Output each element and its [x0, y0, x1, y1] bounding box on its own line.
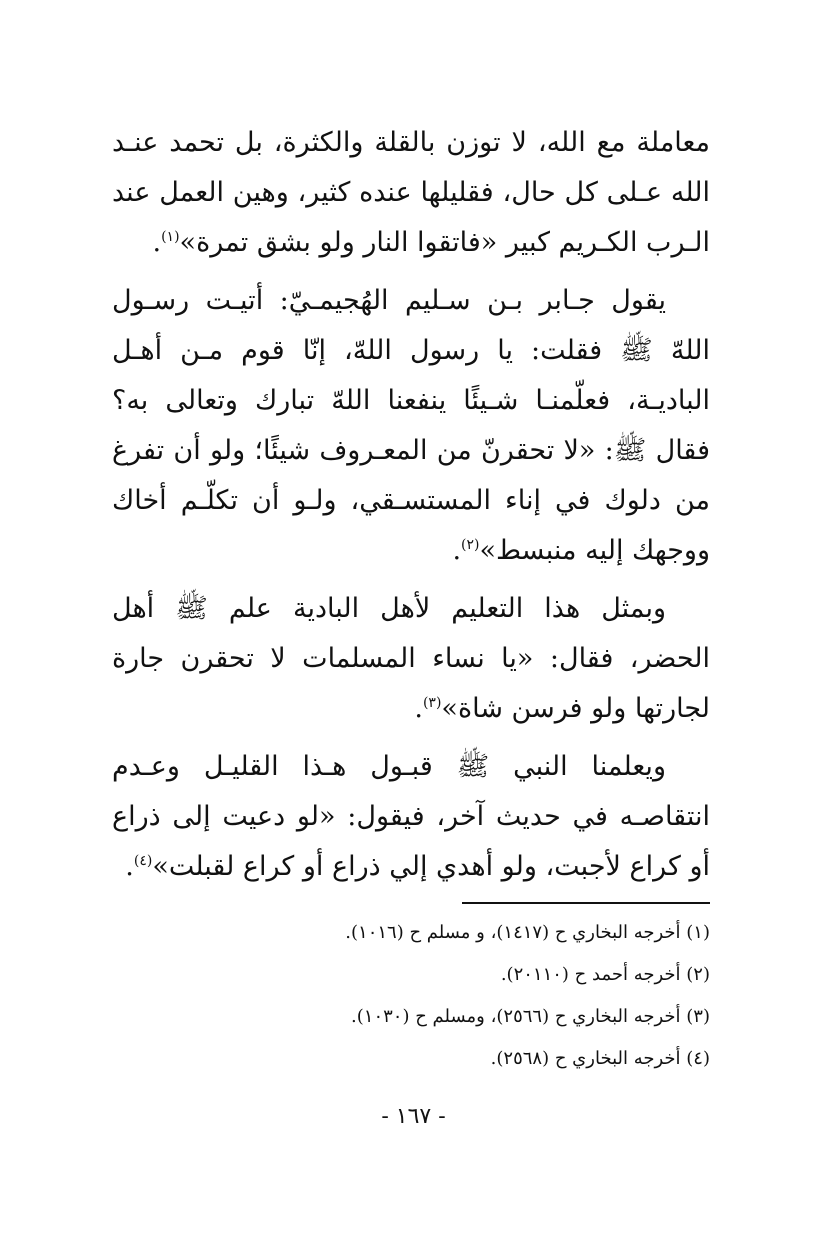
paragraph-4-text: ويعلمنا النبي ﷺ قبـول هـذا القليـل وعـدم انتقاصـه في حديث آخر، فيقول: «لو دعيت إلى ذراع أو كراع لأجبت، ولو أهدي إلي ذراع أو كراع لقبلت»	[112, 751, 710, 882]
paragraph-4	[112, 742, 710, 892]
paragraph-3	[112, 584, 710, 734]
footnotes	[112, 912, 710, 1080]
footnote-ref-1: (١)	[161, 229, 180, 245]
paragraph-2-text: يقول جـابر بـن سـليم الهُجيمـيّ: أتيـت رسـول اللهّ ﷺ فقلت: يا رسول اللهّ، إنّا قوم مـن أهـل الباديـة، فعلّمنـا شـيئًا ينفعنا اللهّ تبارك وتعالى به؟ فقال ﷺ: «لا تحقرنّ من المعـروف شيئًا؛ ولو أن تفرغ من دلوك في إناء المستسـقي، ولـو أن تكلّـم أخاك ووجهك إليه منبسط»	[112, 285, 710, 566]
page-number: - ١٦٧ -	[381, 1104, 446, 1129]
paragraph-3-end: .	[414, 693, 423, 724]
paragraph-2	[112, 276, 710, 576]
footnote-ref-4: (٤)	[133, 853, 153, 869]
paragraph-1	[112, 118, 710, 268]
paragraph-4-end: .	[125, 851, 134, 882]
footnote-3: (٣) أخرجه البخاري ح (٢٥٦٦)، ومسلم ح (١٠٣٠).	[351, 1006, 710, 1027]
paragraph-2-end: .	[452, 535, 462, 566]
paragraph-1-end: .	[152, 227, 162, 258]
footnote-separator	[462, 902, 710, 904]
footnote-ref-3: (٣)	[422, 695, 442, 711]
paragraph-1-text: معاملة مع الله، لا توزن بالقلة والكثرة، بل تحمد عنـد الله عـلى كل حال، فقليلها عنده كثير، وهين العمل عند الـرب الكـريم كبير «فاتقوا النار ولو بشق تمرة»	[112, 127, 710, 258]
main-text	[112, 118, 710, 900]
paragraph-3-text: وبمثل هذا التعليم لأهل البادية علم ﷺ أهل الحضر، فقال: «يا نساء المسلمات لا تحقرن جارة لجارتها ولو فرسن شاة»	[112, 593, 710, 724]
footnote-4: (٤) أخرجه البخاري ح (٢٥٦٨).	[490, 1048, 710, 1069]
footnote-ref-2: (٢)	[461, 537, 480, 553]
footnote-2: (٢) أخرجه أحمد ح (٢٠١١٠).	[500, 964, 710, 985]
footnote-1: (١) أخرجه البخاري ح (١٤١٧)، و مسلم ح (١٠١٦).	[345, 922, 710, 943]
